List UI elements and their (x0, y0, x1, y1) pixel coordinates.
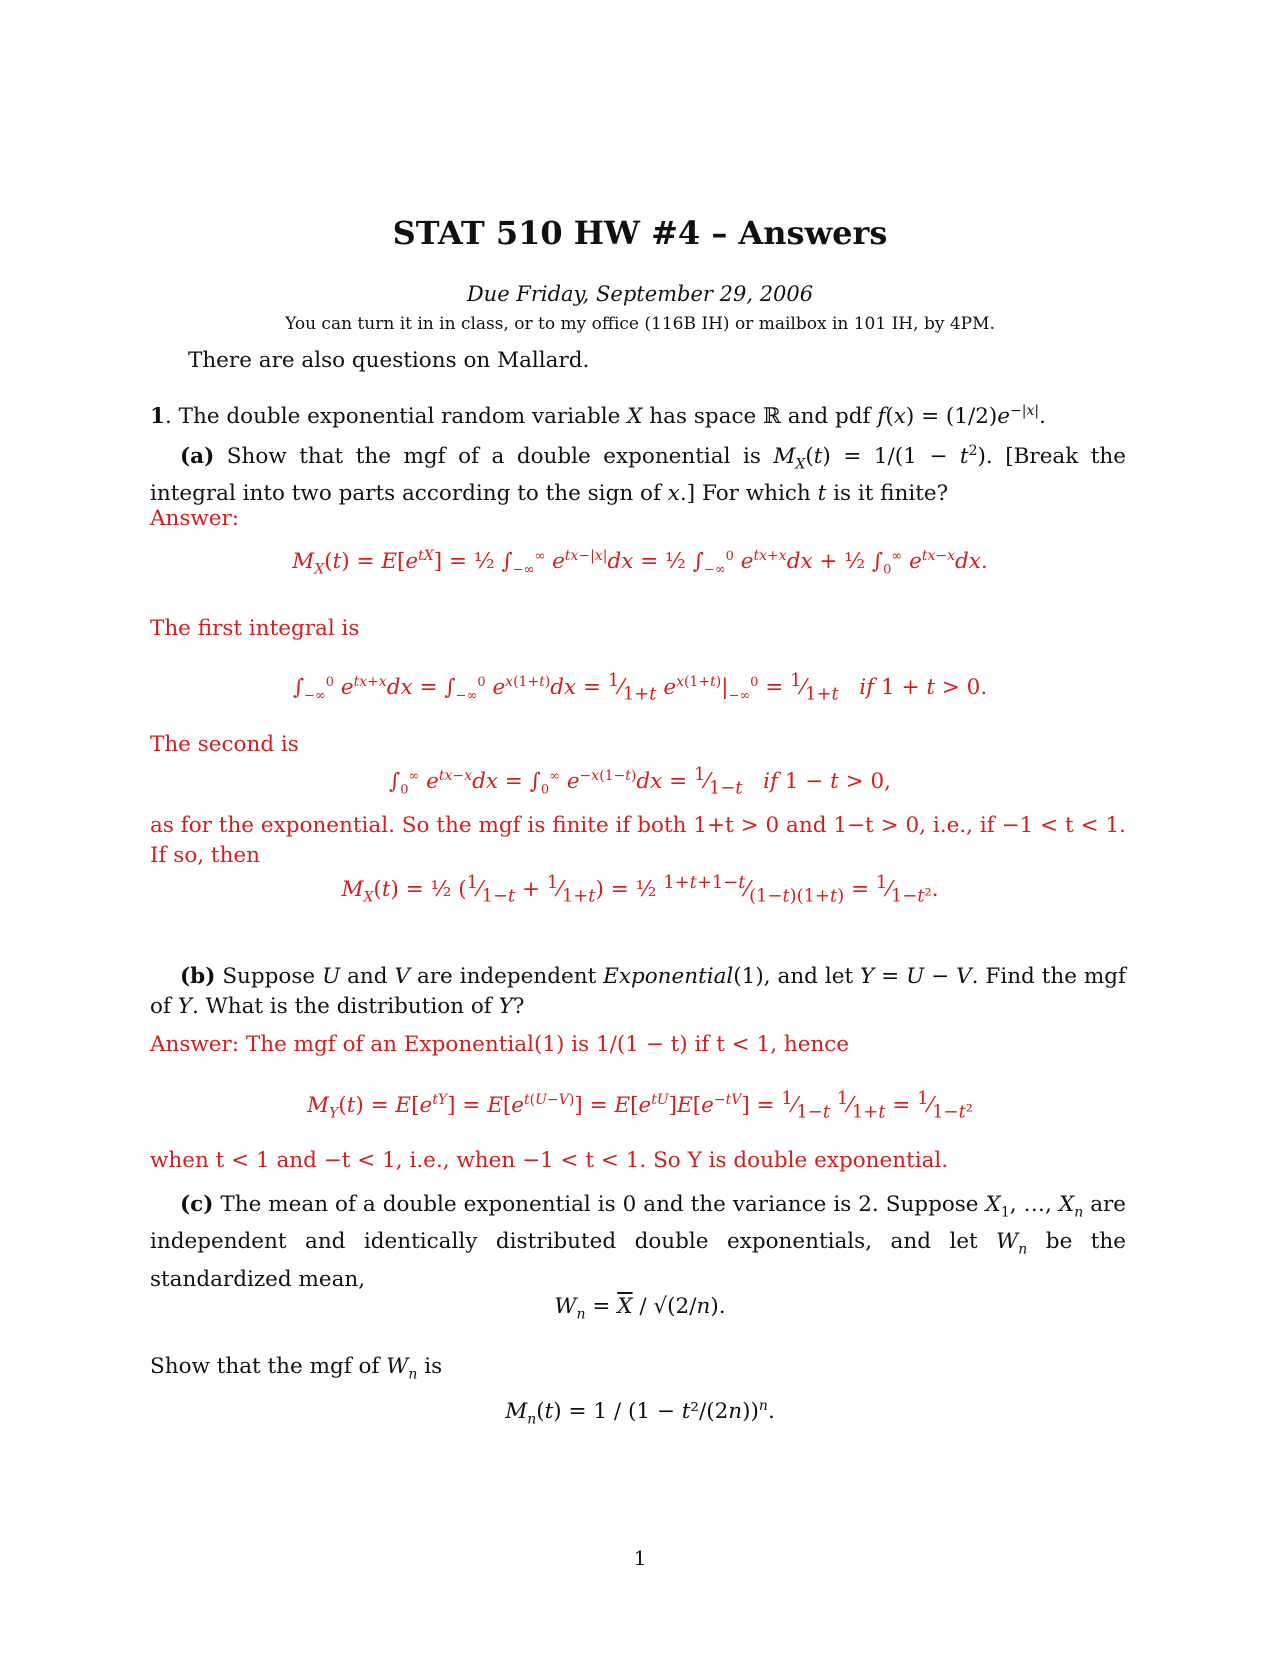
equation-mgf-result: $M_X(t)$ = ½ ($^1⁄_{1-t}$ + $^1⁄_{1+t}$) = ½ $^{1+t+1-t}⁄_{(1-t)(1+t)}$ = $^1⁄_{1-t^2}$. (341, 872, 939, 907)
due-date: Due Friday, September 29, 2006 (466, 282, 814, 306)
part-c-question: (c) The mean of a double exponential is 0 and the variance is 2. Suppose $X_1$, …, $X_n$ are independent and identically distributed double exponentials, and let $W_n$ be the standardized mean, (150, 1192, 1127, 1292)
equation-mgf-definition: $M_X(t) = E[e^{tX}]$ = ½ $\int_{-\infty}^\infty$ $e^{tx-|x|}dx$ = ½ $\int_{-\infty}^0$ $e^{tx+x}dx$ + ½ $\int_0^\infty$ $e^{tx-x}dx$. (292, 548, 988, 578)
second-integral-label: The second is (150, 732, 299, 757)
equation-second-integral: $\int_0^\infty$ $e^{tx-x}dx = \int_0^\infty$ $e^{-x(1-t)}dx$ = $^1⁄_{1-t}$ if 1 − t > 0, (388, 764, 891, 799)
part-c-show: Show that the mgf of $W_n$ is (150, 1354, 443, 1383)
part-b-answer: Answer: The mgf of an Exponential(1) is 1/(1 − t) if t < 1, hence (150, 1032, 850, 1057)
part-a-question: (a) Show that the mgf of a double exponential is $M_X(t) = 1/(1 - t^2)$. [Break the integral into two parts according to the sign of x.] For which t is it finite? (150, 443, 1126, 507)
equation-wn: $W_n = \overline{X} / √(2/n)$. (554, 1294, 726, 1323)
part-b-question: (b) Suppose U and V are independent Exponential(1), and let Y = U − V. Find the mgf of Y. What is the distribution of Y? (150, 964, 1126, 1019)
first-integral-label: The first integral is (150, 616, 360, 641)
page-title: STAT 510 HW #4 – Answers (392, 214, 888, 252)
page-number: 1 (633, 1546, 647, 1570)
submission-instructions: You can turn it in in class, or to my office (116B IH) or mailbox in 101 IH, by 4PM. (285, 314, 995, 334)
equation-mgf-y: $M_Y(t) = E[e^{tY}] = E[e^{t(U-V)}] = E[e^{tU}]E[e^{-tV}]$ = $^1⁄_{1-t}$ $^1⁄_{1+t}$ = $^1⁄_{1-t^2}$ (307, 1088, 973, 1123)
part-a-conclusion: as for the exponential. So the mgf is finite if both 1+t > 0 and 1−t > 0, i.e., if −1 < t < 1. If so, then (150, 813, 1126, 868)
part-a-answer-label: Answer: (150, 506, 240, 531)
problem-1-statement: 1. The double exponential random variable X has space ℝ and pdf $f(x) = (1/2)e^{-|x|}$. (150, 403, 1046, 430)
intro-text: There are also questions on Mallard. (188, 348, 590, 373)
part-b-conclusion: when t < 1 and −t < 1, i.e., when −1 < t < 1. So Y is double exponential. (150, 1148, 949, 1173)
equation-mn: $M_n(t) = 1 / (1 - t^2/(2n))^n$. (505, 1398, 775, 1428)
equation-first-integral: $\int_{-\infty}^0$ $e^{tx+x}dx = \int_{-\infty}^0$ $e^{x(1+t)}dx$ = $^1⁄_{1+t}$ $e^{x(1+t)}|_{-\infty}^0$ = $^1⁄_{1+t}$ if 1 + t > 0. (292, 670, 988, 705)
